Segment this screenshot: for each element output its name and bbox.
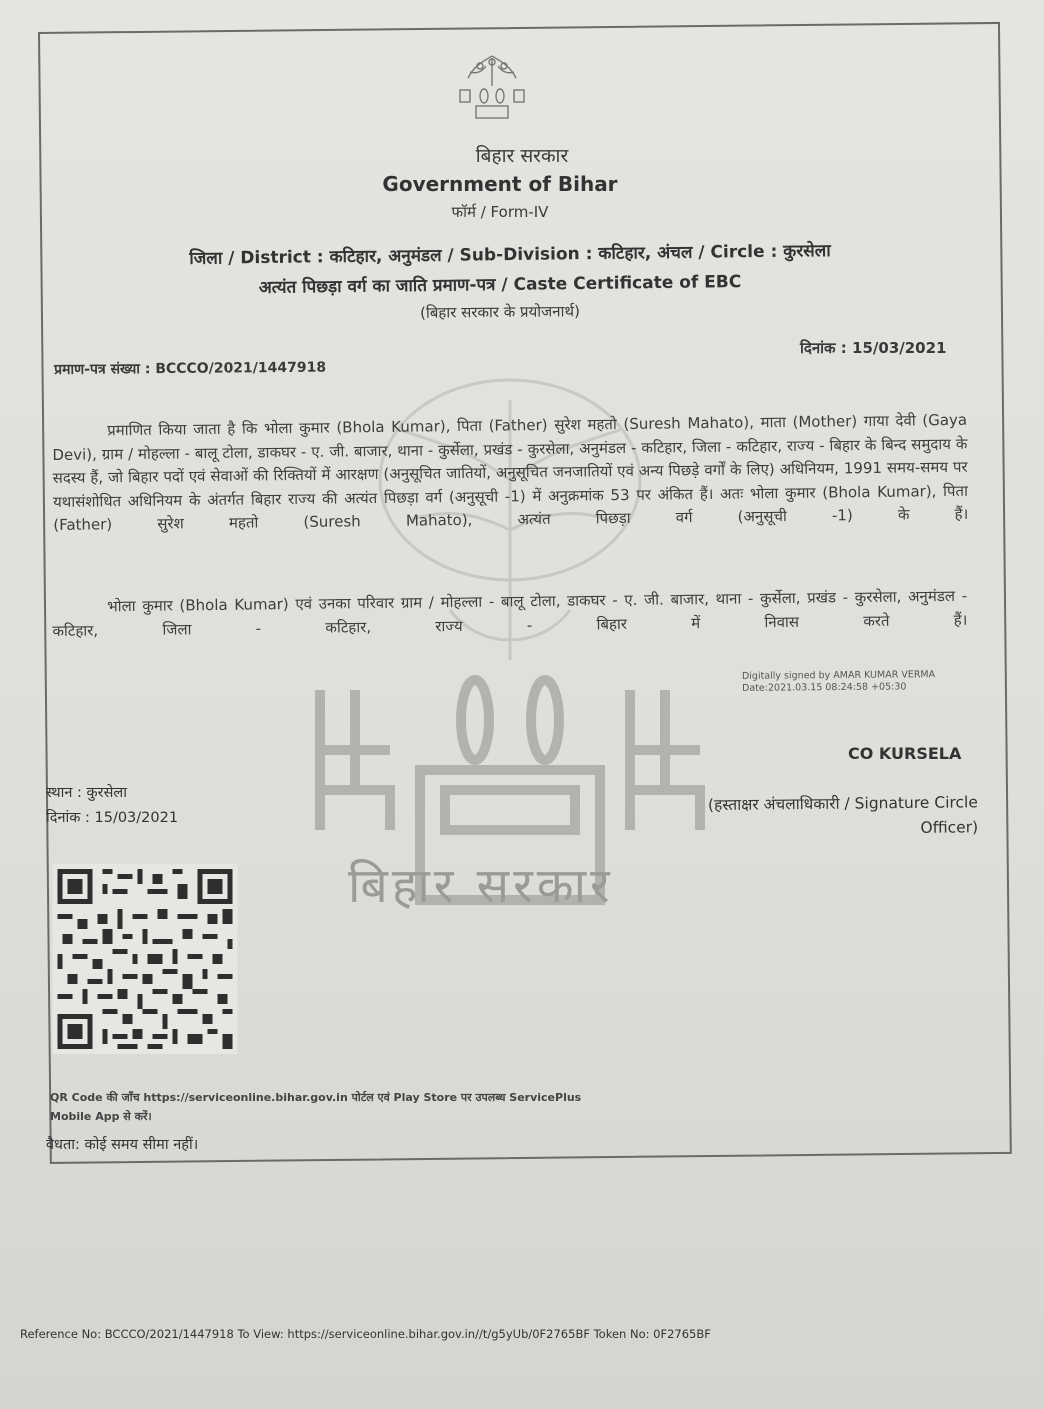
footer-date: दिनांक : 15/03/2021	[46, 810, 179, 826]
issue-date: दिनांक : 15/03/2021	[800, 339, 947, 357]
district-line: जिला / District : कटिहार, अनुमंडल / Sub-Division : कटिहार, अंचल / Circle : कुरसेला	[189, 241, 831, 269]
signature-designation: (हस्ताक्षर अंचलाधिकारी / Signature Circle Officer)	[707, 793, 979, 837]
place: स्थान : कुरसेला	[46, 785, 127, 801]
certificate-title: अत्यंत पिछड़ा वर्ग का जाति प्रमाण-पत्र / Caste Certificate of EBC	[258, 272, 742, 298]
qr-code	[52, 864, 238, 1054]
signing-office: CO KURSELA	[848, 744, 962, 763]
form-number: फॉर्म / Form-IV	[451, 203, 549, 221]
bihar-emblem-logo	[452, 52, 532, 124]
digital-signature	[742, 669, 935, 695]
certificate-number: प्रमाण-पत्र संख्या : BCCCO/2021/1447918	[54, 359, 327, 378]
watermark-text: बिहार सरकार	[348, 858, 614, 914]
reference-line: Reference No: BCCCO/2021/1447918 To View: https://serviceonline.bihar.gov.in//t/g5yUb/0F2765BF Token No: 0F2765BF	[20, 1327, 711, 1341]
qr-note-line-1: QR Code की जाँच https://serviceonline.bihar.gov.in पोर्टल एवं Play Store पर उपलब्ध ServicePlus	[50, 1091, 582, 1104]
certificate-body-paragraph-2: भोला कुमार (Bhola Kumar) एवं उनका परिवार ग्राम / मोहल्ला - बालू टोला, डाकघर - ए. जी. बाजार, थाना - कुर्सेला, प्रखंड - कुरसेला, अनुमंडल - कटिहार, जिला - कटिहार, राज्य - बिहार में निवास करते हैं।	[52, 586, 968, 640]
certificate-body-paragraph-1: प्रमाणित किया जाता है कि भोला कुमार (Bhola Kumar), पिता (Father) सुरेश महतो (Suresh Mahato), माता (Mother) गाया देवी (Gaya Devi), ग्राम / मोहल्ला - बालू टोला, डाकघर - ए. जी. बाजार, थाना - कुर्सेला, प्रखंड - कुरसेला, अनुमंडल - कटिहार, जिला - कटिहार, राज्य - बिहार के बिन्द समुदाय के सदस्य हैं, जो बिहार पदों एवं सेवाओं की रिक्तियों में आरक्षण (अनुसूचित जातियों, अनुसूचित जनजातियों एवं अन्य पिछड़े वर्गों के लिए) अधिनियम, 1991 समय-समय पर यथासंशोधित अधिनियम के अंतर्गत बिहार राज्य की अत्यंत पिछड़ा वर्ग (अनुसूची -1) में अनुक्रमांक 53 पर अंकित हैं। अतः भोला कुमार (Bhola Kumar), पिता (Father) सुरेश महतो (Suresh Mahato), अत्यंत पिछड़ा वर्ग (अनुसूची -1) के हैं।	[52, 410, 969, 535]
digital-signature-signer: Digitally signed by AMAR KUMAR VERMA	[741, 669, 936, 682]
govt-english-title: Government of Bihar	[382, 172, 618, 196]
govt-hindi-title: बिहार सरकार	[475, 145, 569, 167]
validity-note: वैधता: कोई समय सीमा नहीं।	[46, 1137, 199, 1153]
certificate-purpose: (बिहार सरकार के प्रयोजनार्थ)	[419, 302, 580, 322]
qr-note-line-2: Mobile App से करें।	[50, 1110, 152, 1123]
digital-signature-date: Date:2021.03.15 08:24:58 +05:30	[742, 681, 907, 694]
qr-verification-note	[50, 1088, 581, 1126]
place-date-block	[46, 781, 178, 831]
